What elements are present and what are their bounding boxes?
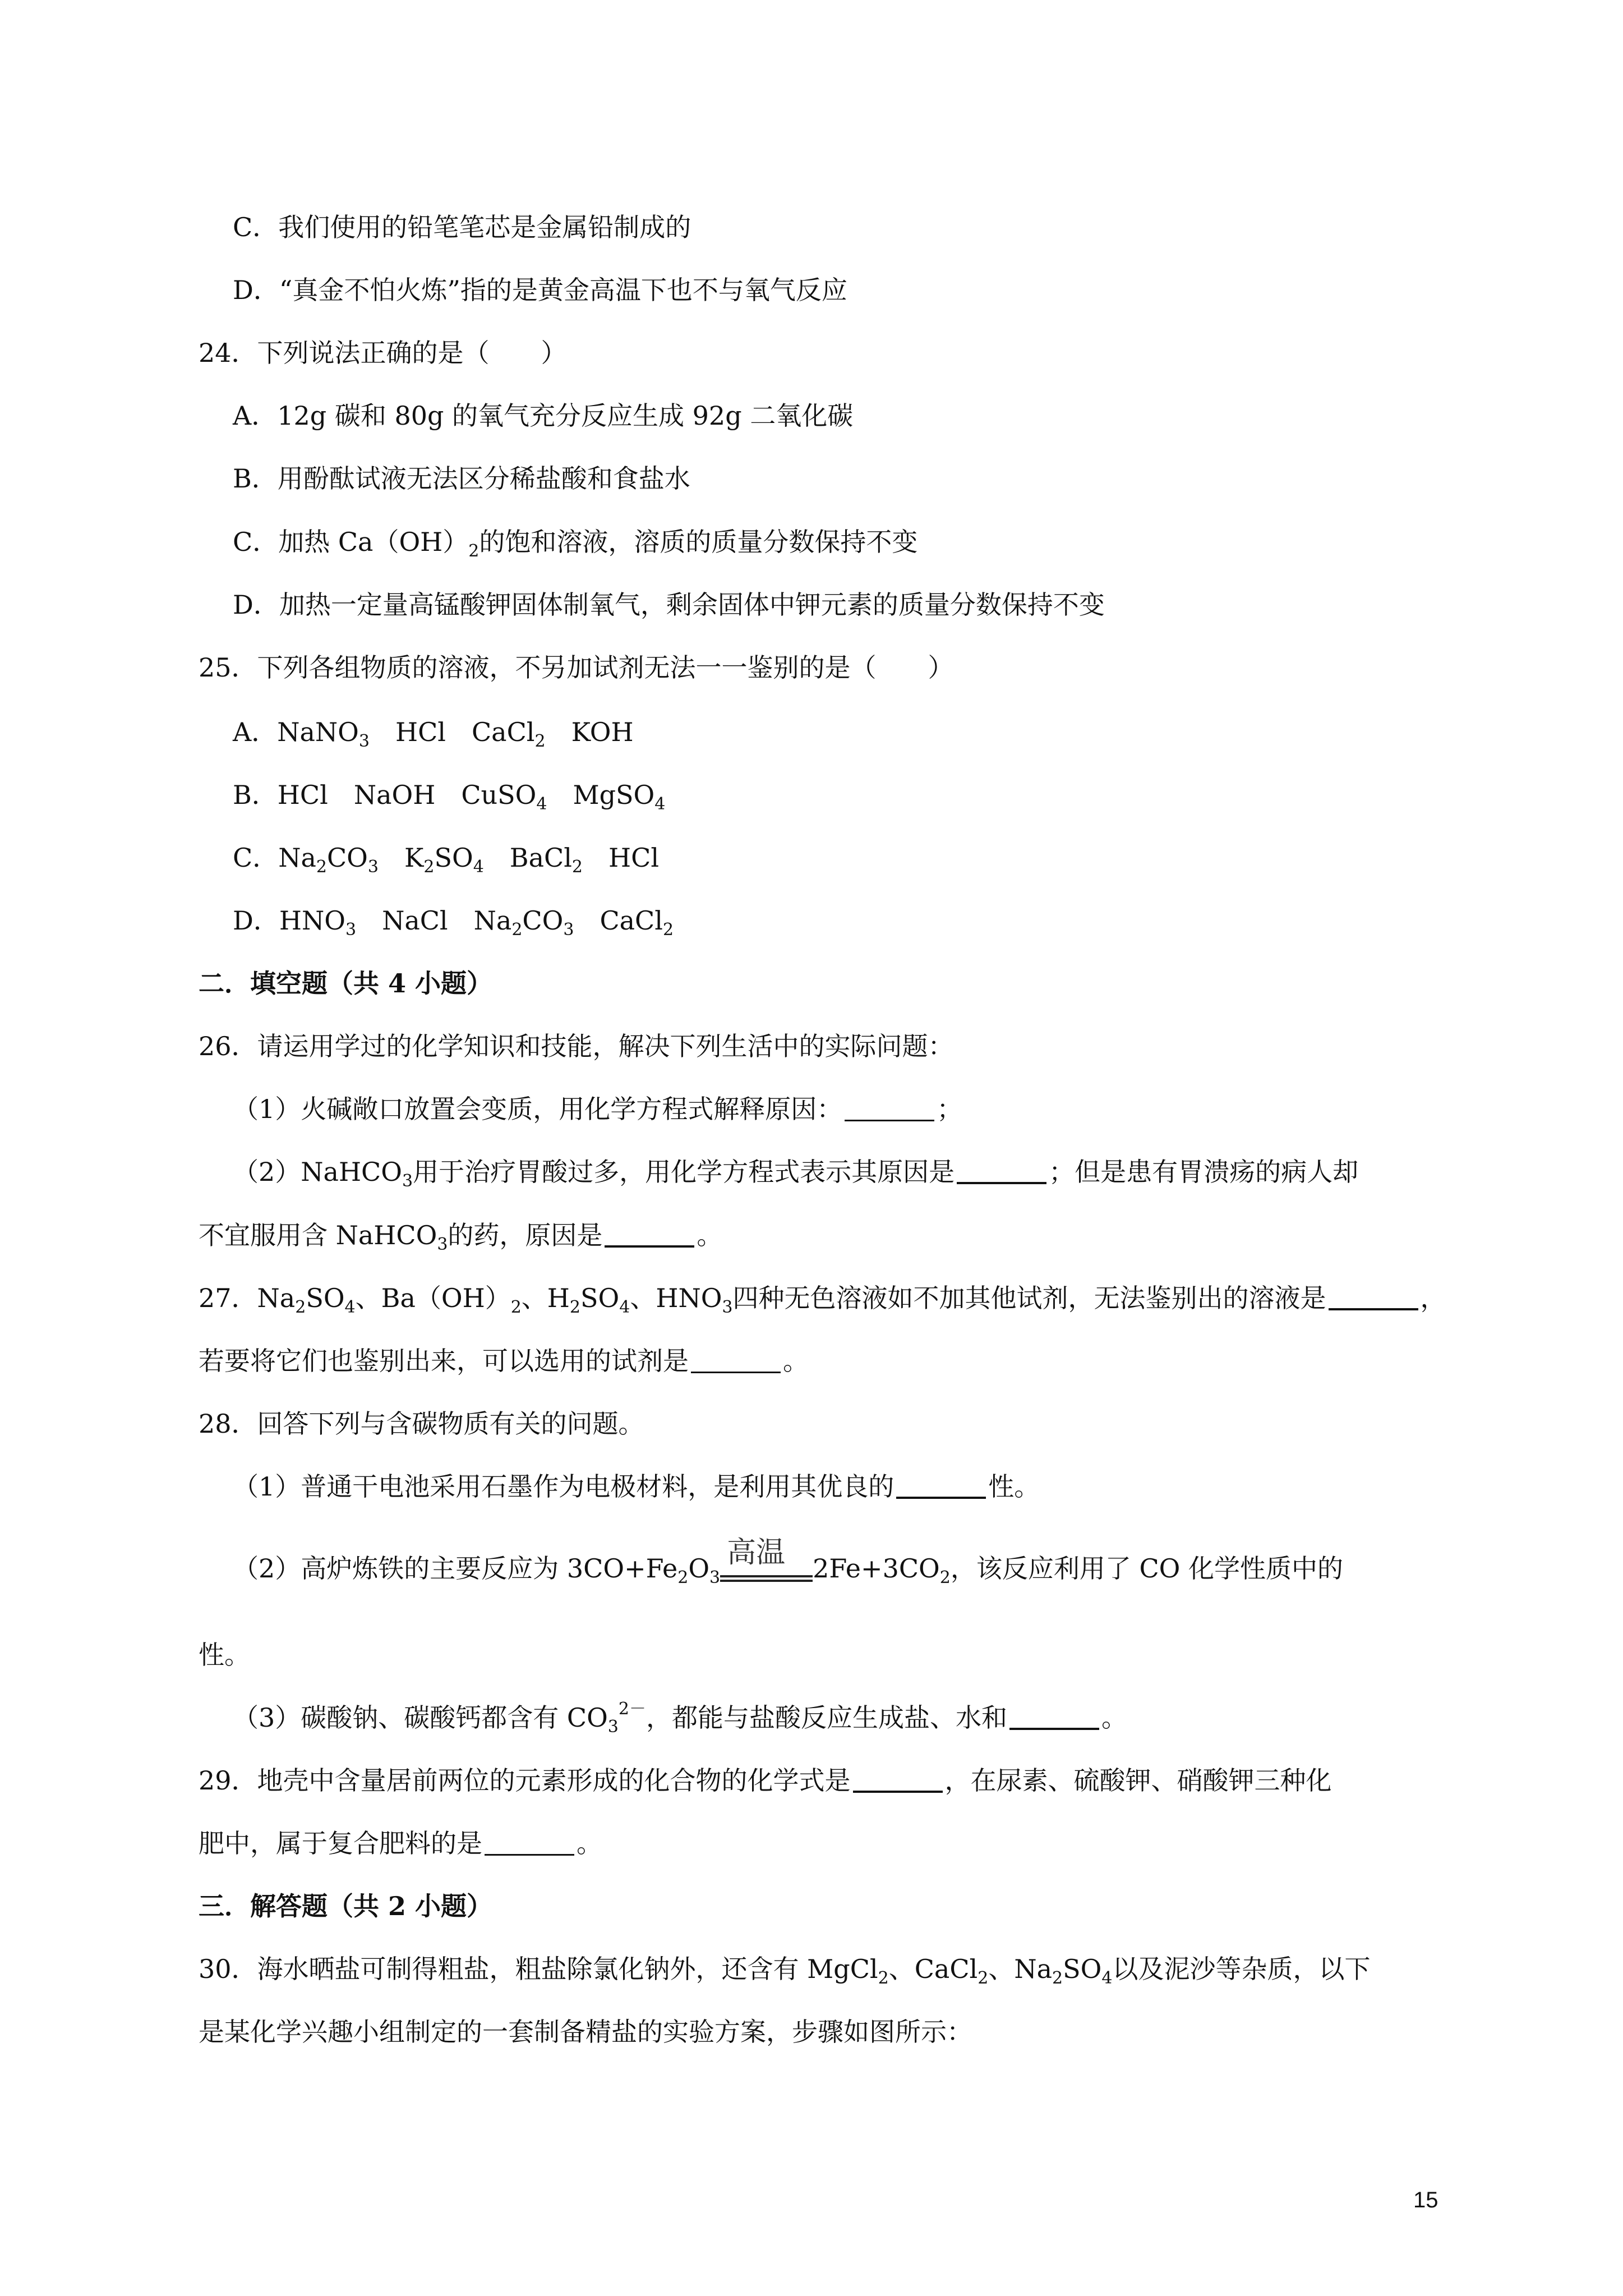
text: 、HNO <box>630 1283 722 1313</box>
text: SO <box>1063 1954 1102 1984</box>
text: 、Na <box>988 1954 1053 1984</box>
subscript: 4 <box>536 794 547 814</box>
q26-stem: 26．请运用学过的化学知识和技能，解决下列生活中的实际问题： <box>199 1031 954 1061</box>
text: （1）普通干电池采用石墨作为电极材料，是利用其优良的 <box>233 1471 895 1502</box>
page-number: 15 <box>1413 2188 1438 2212</box>
subscript: 2 <box>978 1968 989 1988</box>
text: 的饱和溶液，溶质的质量分数保持不变 <box>479 527 918 557</box>
q24-stem: 24．下列说法正确的是（ ） <box>199 338 567 368</box>
text: SO <box>580 1283 620 1313</box>
text: （2）高炉炼铁的主要反应为 3CO+Fe <box>233 1553 678 1584</box>
q24-option-b: B．用酚酞试液无法区分稀盐酸和食盐水 <box>233 463 690 494</box>
q24-option-c <box>233 525 917 559</box>
q28-part-2-continued <box>199 1638 250 1672</box>
text: C．加热 Ca（OH） <box>233 527 469 557</box>
text: CO <box>326 843 368 873</box>
reaction-condition-label: 高温 <box>727 1536 786 1570</box>
text: 若要将它们也鉴别出来，可以选用的试剂是 <box>199 1346 689 1376</box>
section-heading-fill-in: 二．填空题（共 4 小题） <box>199 968 493 999</box>
text: SO <box>306 1283 345 1313</box>
text: 27．Na <box>199 1283 296 1313</box>
q28-part-1 <box>233 1470 1040 1503</box>
subscript: 2 <box>878 1968 889 1988</box>
text: K <box>378 843 424 873</box>
text: A．NaNO <box>233 717 359 747</box>
text: SO <box>434 843 473 873</box>
text: 。 <box>783 1346 809 1376</box>
q25-option-d <box>233 904 674 940</box>
text: 、CaCl <box>888 1954 978 1984</box>
answer-blank <box>853 1768 943 1793</box>
text: ；但是患有胃溃疡的病人却 <box>1049 1157 1359 1187</box>
text: KOH <box>545 717 634 747</box>
reaction-condition-arrow <box>720 1536 813 1585</box>
text: CO <box>522 905 564 936</box>
text: 。 <box>1101 1703 1127 1733</box>
subscript: 3 <box>345 920 357 940</box>
q26-part-2 <box>233 1155 1358 1189</box>
subscript: 2 <box>534 731 546 751</box>
answer-blank <box>1329 1286 1418 1310</box>
text: D．HNO <box>233 905 345 936</box>
subscript: 3 <box>722 1297 733 1317</box>
text: 性。 <box>988 1471 1040 1502</box>
text: （3）碳酸钠、碳酸钙都含有 CO <box>233 1703 608 1733</box>
q25-stem: 25．下列各组物质的溶液，不另加试剂无法一一鉴别的是（ ） <box>199 652 954 683</box>
answer-blank <box>845 1097 934 1121</box>
text: ，在尿素、硫酸钾、硝酸钾三种化 <box>944 1765 1332 1796</box>
subscript: 3 <box>358 731 370 751</box>
q23-option-c: C．我们使用的铅笔笔芯是金属铅制成的 <box>233 212 691 242</box>
text: （2）NaHCO <box>233 1157 402 1187</box>
q28-part-3 <box>233 1699 1127 1737</box>
q27-line-2 <box>199 1344 809 1378</box>
text: ，都能与盐酸反应生成盐、水和 <box>645 1703 1007 1733</box>
section-heading-answer: 三．解答题（共 2 小题） <box>199 1891 493 1921</box>
q26-part-1 <box>233 1092 962 1126</box>
text: 用于治疗胃酸过多，用化学方程式表示其原因是 <box>413 1157 955 1187</box>
answer-blank <box>485 1832 574 1856</box>
subscript: 2 <box>511 920 523 940</box>
subscript: 2 <box>316 857 327 877</box>
answer-blank <box>957 1159 1046 1184</box>
subscript: 2 <box>1052 1968 1063 1988</box>
text: 、Ba（OH） <box>355 1283 511 1313</box>
text: HCl <box>583 843 660 873</box>
subscript: 4 <box>619 1297 630 1317</box>
text: 四种无色溶液如不加其他试剂，无法鉴别出的溶液是 <box>732 1283 1326 1313</box>
superscript: 2－ <box>618 1699 646 1719</box>
text: 2Fe+3CO <box>813 1553 940 1584</box>
q25-option-a <box>233 715 634 749</box>
text: B．HCl NaOH CuSO <box>233 780 537 810</box>
subscript: 4 <box>473 857 484 877</box>
q24-option-a: A．12g 碳和 80g 的氧气充分反应生成 92g 二氧化碳 <box>233 401 854 431</box>
subscript: 2 <box>939 1568 951 1588</box>
text: BaCl <box>483 843 572 873</box>
q24-option-d: D．加热一定量高锰酸钾固体制氧气，剩余固体中钾元素的质量分数保持不变 <box>233 590 1105 620</box>
subscript: 2 <box>569 1297 581 1317</box>
q29-stem <box>199 1764 1332 1797</box>
subscript: 2 <box>677 1568 689 1588</box>
q30-stem <box>199 1952 1370 1986</box>
text: 的药，原因是 <box>448 1220 603 1250</box>
subscript: 3 <box>563 920 574 940</box>
q30-line-2: 是某化学兴趣小组制定的一套制备精盐的实验方案，步骤如图所示： <box>199 2017 972 2047</box>
text: O <box>688 1553 710 1584</box>
q27-stem <box>199 1281 1446 1315</box>
subscript: 2 <box>423 857 435 877</box>
subscript: 3 <box>607 1717 619 1737</box>
text: NaCl Na <box>356 905 512 936</box>
text: 。 <box>577 1828 602 1858</box>
q25-option-b <box>233 778 665 812</box>
text: 肥中，属于复合肥料的是 <box>199 1828 482 1858</box>
q26-part-2-continued <box>199 1218 722 1252</box>
subscript: 4 <box>654 794 666 814</box>
q28-part-2 <box>233 1536 1343 1588</box>
q25-option-c <box>233 841 659 875</box>
subscript: 2 <box>510 1297 522 1317</box>
text: MgSO <box>547 780 655 810</box>
text: C．Na <box>233 843 316 873</box>
text: HCl CaCl <box>369 717 535 747</box>
equals-bar-bottom <box>720 1580 813 1582</box>
text: 性。 <box>199 1640 250 1670</box>
text: ， <box>1420 1283 1446 1313</box>
text: 29．地壳中含量居前两位的元素形成的化合物的化学式是 <box>199 1765 851 1796</box>
text: ； <box>937 1094 963 1124</box>
subscript: 2 <box>295 1297 306 1317</box>
text: 不宜服用含 NaHCO <box>199 1220 437 1250</box>
subscript: 3 <box>437 1235 448 1254</box>
text: 30．海水晒盐可制得粗盐，粗盐除氯化钠外，还含有 MgCl <box>199 1954 878 1984</box>
subscript: 3 <box>709 1568 721 1588</box>
text: 以及泥沙等杂质，以下 <box>1112 1954 1371 1984</box>
text: ，该反应利用了 CO 化学性质中的 <box>950 1553 1343 1584</box>
text: （1）火碱敞口放置会变质，用化学方程式解释原因： <box>233 1094 843 1124</box>
answer-blank <box>896 1474 986 1499</box>
answer-blank <box>605 1223 694 1248</box>
subscript: 2 <box>662 920 674 940</box>
subscript: 4 <box>344 1297 356 1317</box>
subscript: 3 <box>367 857 379 877</box>
text: 、H <box>521 1283 570 1313</box>
text: 。 <box>697 1220 723 1250</box>
q23-option-d: D．“真金不怕火炼”指的是黄金高温下也不与氧气反应 <box>233 275 847 305</box>
q28-stem: 28．回答下列与含碳物质有关的问题。 <box>199 1409 644 1439</box>
answer-blank <box>691 1349 781 1373</box>
q29-line-2 <box>199 1826 602 1860</box>
answer-blank <box>1009 1705 1099 1730</box>
equals-bar-top <box>720 1575 813 1577</box>
subscript: 3 <box>402 1171 413 1191</box>
subscript: 4 <box>1101 1968 1113 1988</box>
text: CaCl <box>574 905 663 936</box>
subscript: 2 <box>468 541 479 561</box>
subscript: 2 <box>571 857 583 877</box>
